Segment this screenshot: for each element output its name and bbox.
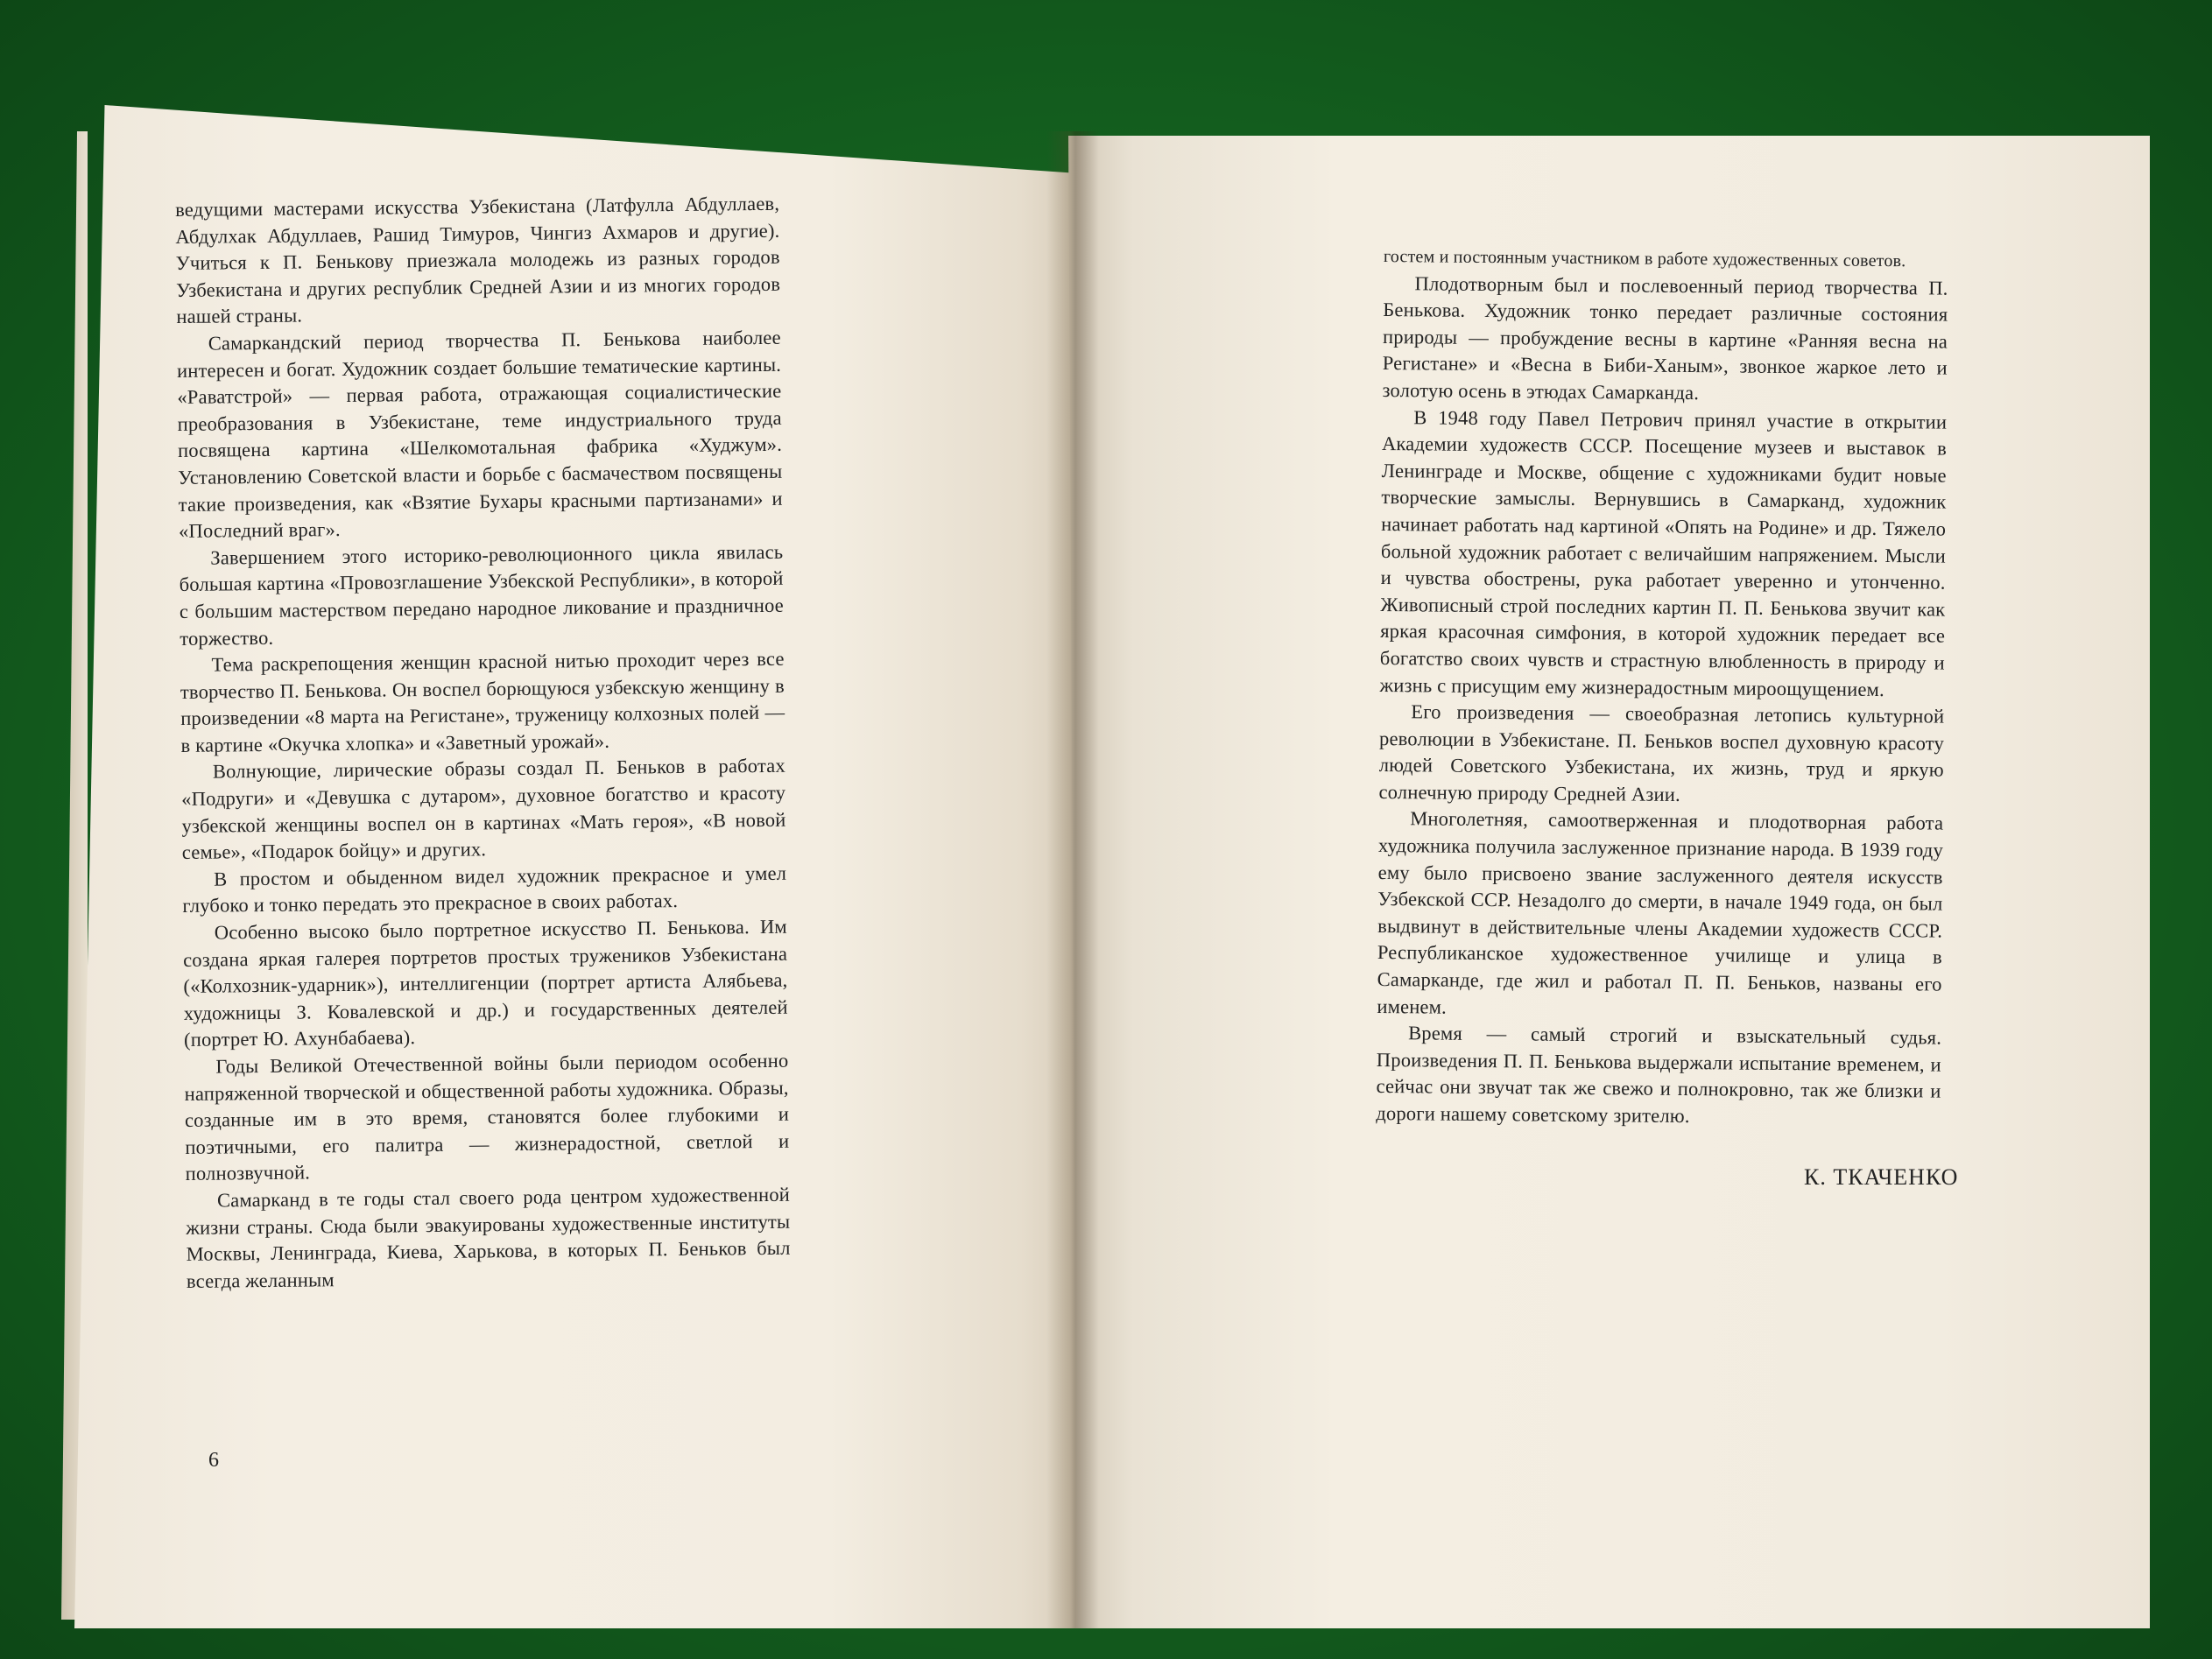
page-number: 6 xyxy=(208,1449,219,1472)
paragraph: Волнующие, лирические образы создал П. Беньков в работах «Подруги» и «Девушка с дутаром», духовное богатство и красоту узбекской женщины воспел он в картинах «Мать героя», «В новой семье», «Подарок бойцу» и других. xyxy=(181,755,786,864)
paragraph: В 1948 году Павел Петрович принял участие в открытии Академии художеств СССР. Посещение музеев и выставок в Ленинграде и Москве, общение с художниками будит новые творческие замыслы. Вернувшись в Самарканд, художник начинает работать над картиной «Опять на Родине» и др. Тяжело больной художник работает с величайшим напряжением. Мысли и чувства обострены, рука работает уверенно и утонченно. Живописный строй последних картин П. П. Бенькова звучит как яркая красочная симфония, в которой художник передает все богатство своих чувств и страстную влюбленность в природу и жизнь с присущим ему жизнерадостным мироощущением. xyxy=(1379,405,1948,700)
left-page-text xyxy=(175,191,791,1296)
paragraph: Тема раскрепощения женщин красной нитью проходит через все творчество П. Бенькова. Он воспел борющуюся узбекскую женщину в произведении «8 марта на Регистане», труженицу колхозных полей — в картине «Окучка хлопка» и «Заветный урожай». xyxy=(180,647,785,756)
paragraph: Особенно высоко было портретное искусство П. Бенькова. Им создана яркая галерея портретов простых тружеников Узбекистана («Колхозник-ударник»), интеллигенции (портрет артиста Алябьева, художницы З. Ковалевской и др.) и государственных деятелей (портрет Ю. Ахунбабаева). xyxy=(182,915,788,1051)
paragraph: Многолетняя, самоотверженная и плодотворная работа художника получила заслуженное признание народа. В 1939 году ему было присвоено звание заслуженного деятеля искусств Узбекской ССР. Незадолго до смерти, в начале 1949 года, он был выдвинут в действительные члены Академии художеств СССР. Республиканское художественное училище и улица в Самарканде, где жил и работал П. П. Беньков, названы его именем. xyxy=(1377,807,1944,1018)
paragraph: Время — самый строгий и взыскательный судья. Произведения П. П. Бенькова выдержали испытание временем, и сейчас они звучат так же свежо и полнокровно, так же близки и дороги нашему советскому зрителю. xyxy=(1376,1022,1942,1128)
book-gutter xyxy=(1046,131,1099,1628)
paragraph: Завершением этого историко-революционного цикла явилась большая картина «Провозглашение Узбекской Республики», в которой с большим мастерством передано народное ликование и праздничное торжество. xyxy=(179,540,785,650)
paragraph: гостем и постоянным участником в работе художественных советов. xyxy=(1383,246,1906,271)
paragraph: Плодотворным был и послевоенный период творчества П. Бенькова. Художник тонко передает различные состояния природы — пробуждение весны в картине «Ранняя весна на Регистане» и «Весна в Биби-Ханым», звонкое жаркое лето и золотую осень в этюдах Самарканда. xyxy=(1382,271,1948,404)
paragraph: В простом и обыденном видел художник прекрасное и умел глубоко и тонко передать это прекрасное в своих работах. xyxy=(182,861,787,917)
paragraph: Самаркандский период творчества П. Бенькова наиболее интересен и богат. Художник создает большие тематические картины. «Раватстрой» — первая работа, отражающая социалистические преобразования в Узбекистане, теме индустриального труда посвящена картина «Шелкомотальная фабрика «Худжум». Установлению Советской власти и борьбе с басмачеством посвящены такие произведения, как «Взятие Бухары красными партизанами» и «Последний враг». xyxy=(176,326,783,543)
author-signature: К. ТКАЧЕНКО xyxy=(1804,1164,1959,1190)
right-page-text xyxy=(1376,243,1948,1132)
paragraph: ведущими мастерами искусства Узбекистана (Латфулла Абдуллаев, Абдулхак Абдуллаев, Рашид Тимуров, Чингиз Ахмаров и другие). Учиться к П. Бенькову приезжала молодежь из разных городов Узбекистана и других республик Средней Азии и из многих городов нашей страны. xyxy=(175,192,781,328)
paragraph: Годы Великой Отечественной войны были периодом особенно напряженной творческой и общественной работы художника. Образы, созданные им в это время, становятся более глубокими и поэтичными, его палитра — жизнерадостной, светлой и полнозвучной. xyxy=(184,1049,790,1185)
paragraph: Самарканд в те годы стал своего рода центром художественной жизни страны. Сюда были эвакуированы художественные институты Москвы, Ленинграда, Киева, Харькова, в которых П. Беньков был всегда желанным xyxy=(186,1183,791,1292)
paragraph: Его произведения — своеобразная летопись культурной революции в Узбекистане. П. Беньков воспел духовную красоту людей Советского Узбекистана, их жизнь, труд и яркую солнечную природу Средней Азии. xyxy=(1378,700,1945,805)
